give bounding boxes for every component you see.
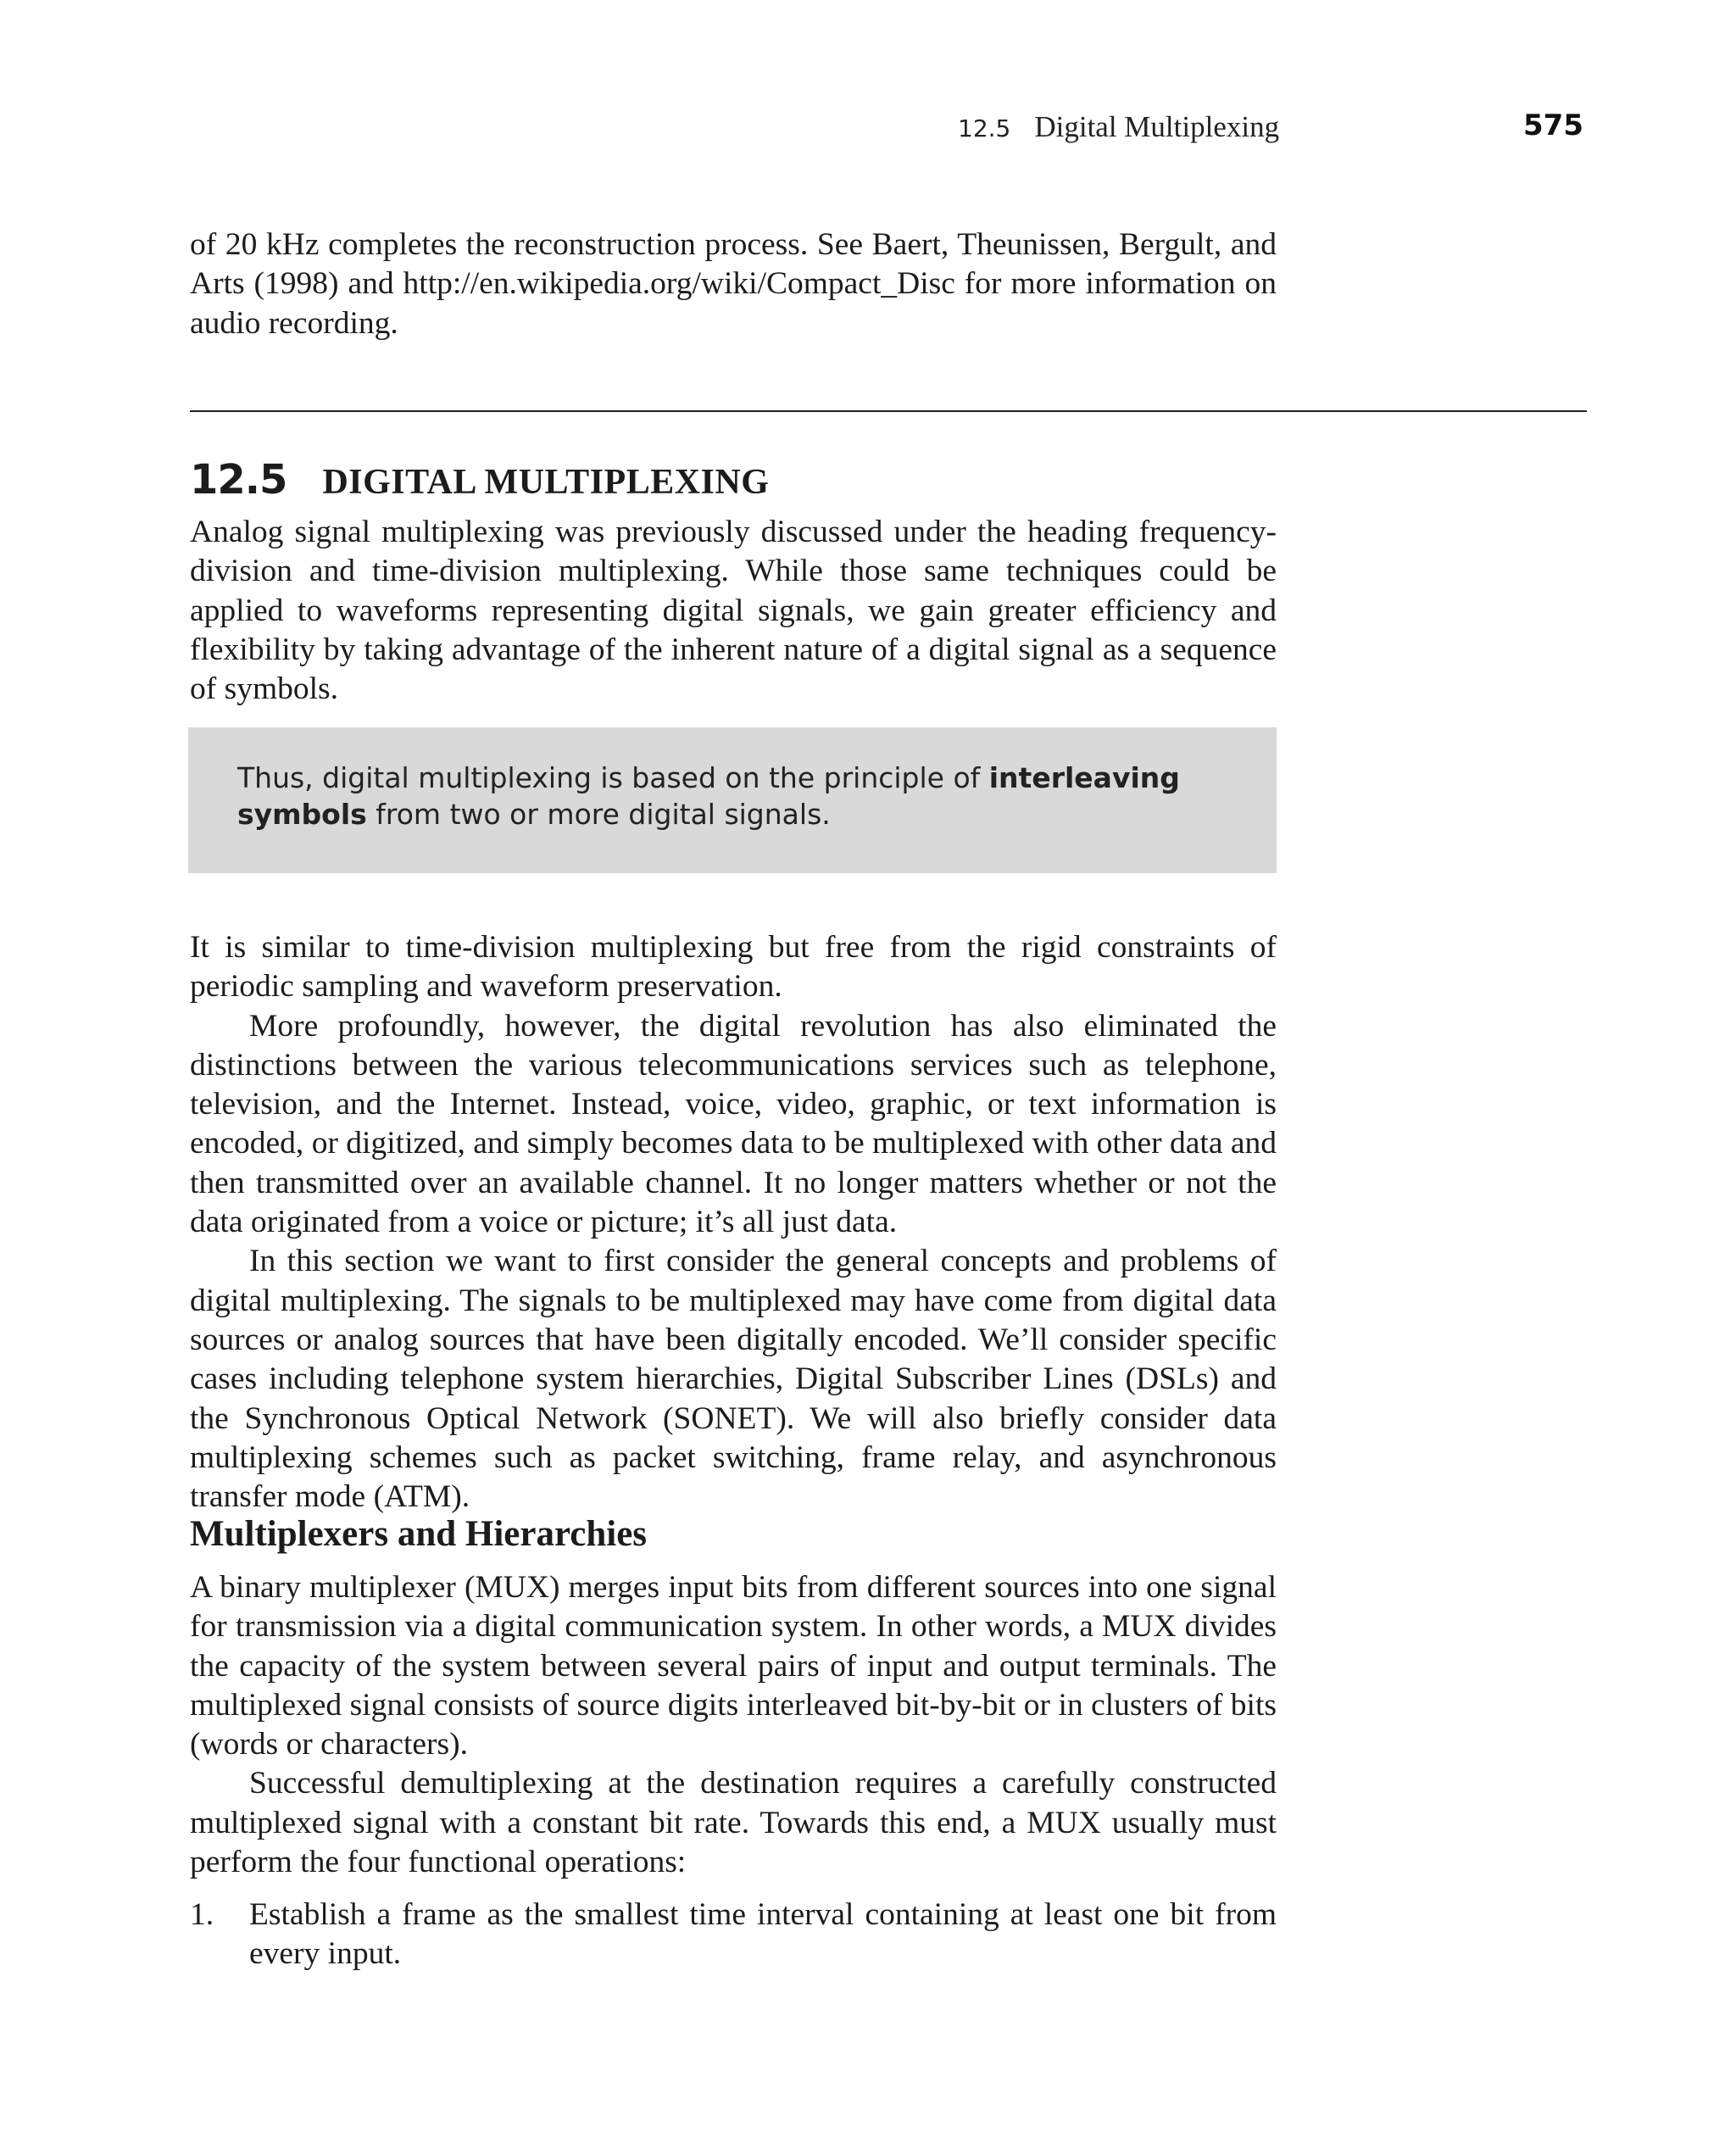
subsection-paragraph-1: A binary multiplexer (MUX) merges input bits from different sources into one signal for transmission via a digital communication system. In other words, a MUX divides the capacity of the system between several pairs of input and output terminals. The multiplexed signal consists of source digits interleaved bit-by-bit or in clusters of bits (words or characters). xyxy=(190,1570,1277,1762)
running-head xyxy=(958,110,1279,144)
section-intro-block xyxy=(190,513,1277,709)
callout-text-after: from two or more digital signals. xyxy=(366,798,831,831)
subsection-block xyxy=(190,1568,1277,1882)
section-divider xyxy=(190,410,1587,412)
callout-bold-term: interleaving symbols xyxy=(237,761,1180,831)
subsection-paragraph-2: Successful demultiplexing at the destination requires a carefully constructed multiplexed signal with a constant bit rate. Towards this end, a MUX usually must perform the four functional operations: xyxy=(190,1766,1277,1880)
intro-paragraph: of 20 kHz completes the reconstruction process. See Baert, Theunissen, Bergult, and Arts (1998) and http://en.wikipedia.org/wiki/Compact_Disc for more information on audio recording. xyxy=(190,227,1277,341)
running-head-section-number: 12.5 xyxy=(958,114,1011,142)
section-heading-number: 12.5 xyxy=(190,456,287,504)
callout-text-before: Thus, digital multiplexing is based on the principle of xyxy=(237,761,989,794)
section-paragraph-1: Analog signal multiplexing was previously discussed under the heading frequency-division and time-division multiplexing. While those same techniques could be applied to waveforms representing digital signals, we gain greater efficiency and flexibility by taking advantage of the inherent nature of a digital signal as a sequence of symbols. xyxy=(190,515,1277,707)
callout-text xyxy=(237,760,1238,832)
section-heading-title: DIGITAL MULTIPLEXING xyxy=(322,463,770,502)
paragraph-3: More profoundly, however, the digital revolution has also eliminated the distinctions between the various telecommunications services such as telephone, television, and the Internet. Instead, voice, video, graphic, or text information is encoded, or digitized, and simply becomes data to be multiplexed with other data and then transmitted over an available channel. It no longer matters whether or not the data originated from a voice or picture; it’s all just data. xyxy=(190,1008,1277,1240)
body-block xyxy=(190,928,1277,1517)
list-item xyxy=(190,1896,1277,1974)
section-heading xyxy=(190,456,769,504)
subsection-heading: Multiplexers and Hierarchies xyxy=(190,1514,648,1554)
paragraph-2: It is similar to time-division multiplexing but free from the rigid constraints of periodic sampling and waveform preservation. xyxy=(190,930,1277,1005)
callout-box xyxy=(188,727,1277,873)
page-number: 575 xyxy=(1523,109,1583,142)
running-head-section-title: Digital Multiplexing xyxy=(1034,110,1280,143)
paragraph-4: In this section we want to first consider the general concepts and problems of digital multiplexing. The signals to be multiplexed may have come from digital data sources or analog sources that have been digitally encoded. We’ll consider specific cases including telephone system hierarchies, Digital Subscriber Lines (DSLs) and the Synchronous Optical Network (SONET). We will also briefly consider data multiplexing schemes such as packet switching, frame relay, and asynchronous transfer mode (ATM). xyxy=(190,1244,1277,1515)
intro-block xyxy=(190,225,1277,343)
list-item-text: Establish a frame as the smallest time interval containing at least one bit from every input. xyxy=(249,1897,1277,1972)
list-item-marker: 1. xyxy=(190,1897,214,1932)
